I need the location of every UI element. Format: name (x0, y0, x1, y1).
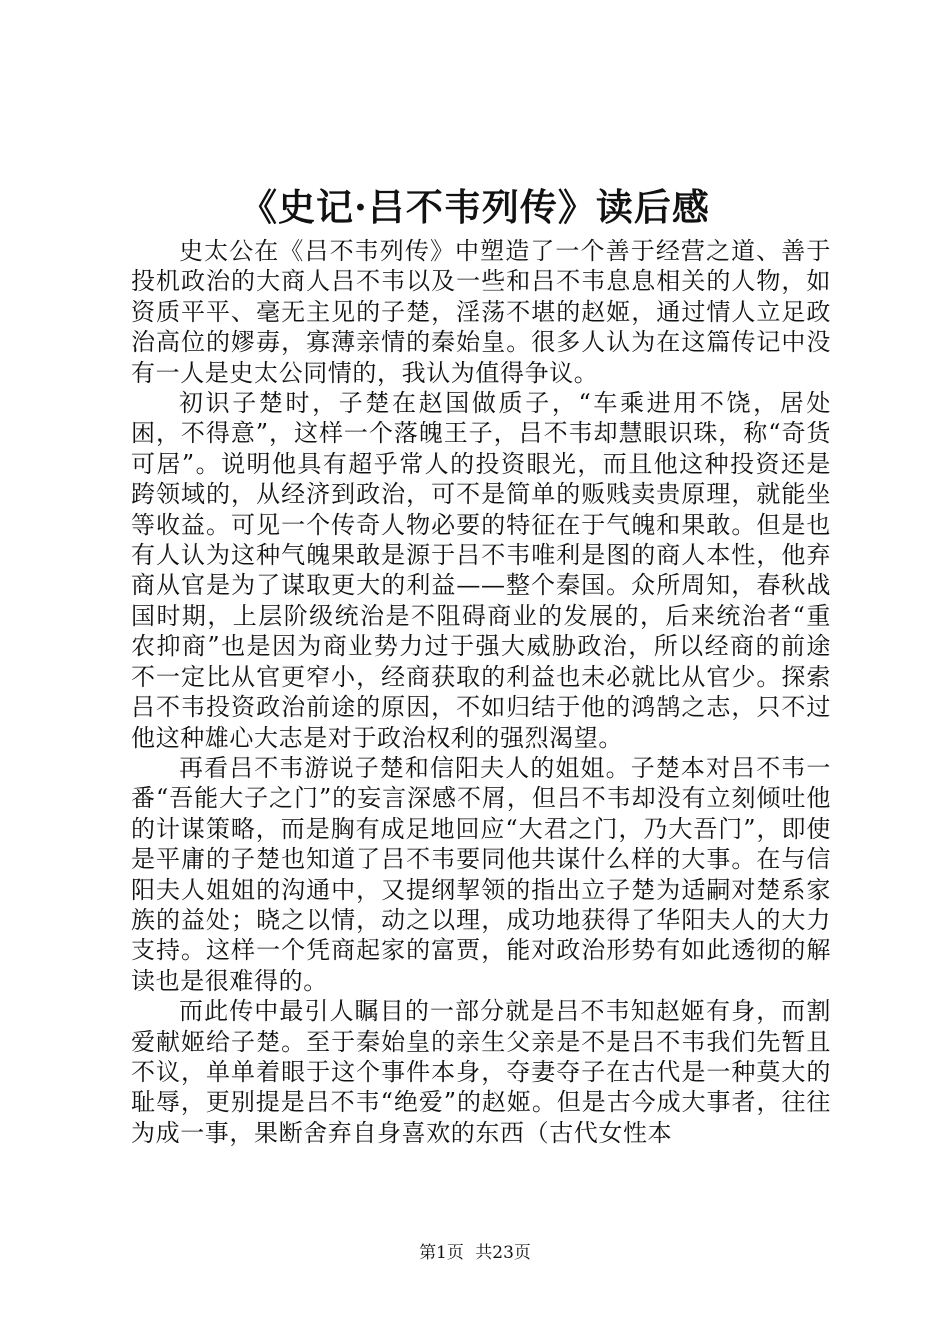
paragraph-1: 史太公在《吕不韦列传》中塑造了一个善于经营之道、善于投机政治的大商人吕不韦以及一些和吕不韦息息相关的人物，如资质平平、毫无主见的子楚，淫荡不堪的赵姬，通过情人立足政治高位的嫪毐，寡薄亲情的秦始皇。很多人认为在这篇传记中没有一人是史太公同情的，我认为值得争议。 (131, 237, 831, 387)
page-number-footer: 第1页 共23页 (419, 1243, 531, 1263)
paragraph-4: 而此传中最引人瞩目的一部分就是吕不韦知赵姬有身，而割爱献姬给子楚。至于秦始皇的亲生父亲是不是吕不韦我们先暂且不议，单单着眼于这个事件本身，夺妻夺子在古代是一种莫大的耻辱，更别提是吕不韦“绝爱”的赵姬。但是古今成大事者，往往为成一事，果断舍弃自身喜欢的东西（古代女性本 (131, 997, 831, 1147)
paragraph-2: 初识子楚时，子楚在赵国做质子，“车乘进用不饶，居处困，不得意”，这样一个落魄王子，吕不韦却慧眼识珠，称“奇货可居”。说明他具有超乎常人的投资眼光，而且他这种投资还是跨领域的，从经济到政治，可不是简单的贩贱卖贵原理，就能坐等收益。可见一个传奇人物必要的特征在于气魄和果敢。但是也有人认为这种气魄果敢是源于吕不韦唯利是图的商人本性，他弃商从官是为了谋取更大的利益——整个秦国。众所周知，春秋战国时期，上层阶级统治是不阻碍商业的发展的，后来统治者“重农抑商”也是因为商业势力过于强大威胁政治，所以经商的前途不一定比从官更窄小，经商获取的利益也未必就比从官少。探索吕不韦投资政治前途的原因，不如归结于他的鸿鹄之志，只不过他这种雄心大志是对于政治权利的强烈渴望。 (131, 389, 831, 752)
paragraph-3: 再看吕不韦游说子楚和信阳夫人的姐姐。子楚本对吕不韦一番“吾能大子之门”的妄言深感不屑，但吕不韦却没有立刻倾吐他的计谋策略，而是胸有成足地回应“大君之门，乃大吾门”，即使是平庸的子楚也知道了吕不韦要同他共谋什么样的大事。在与信阳夫人姐姐的沟通中，又提纲挈领的指出立子楚为适嗣对楚系家族的益处；晓之以情，动之以理，成功地获得了华阳夫人的大力支持。这样一个凭商起家的富贾，能对政治形势有如此透彻的解读也是很难得的。 (131, 753, 831, 995)
document-title: 《史记·吕不韦列传》读后感 (240, 185, 710, 229)
document-body (131, 236, 831, 1148)
